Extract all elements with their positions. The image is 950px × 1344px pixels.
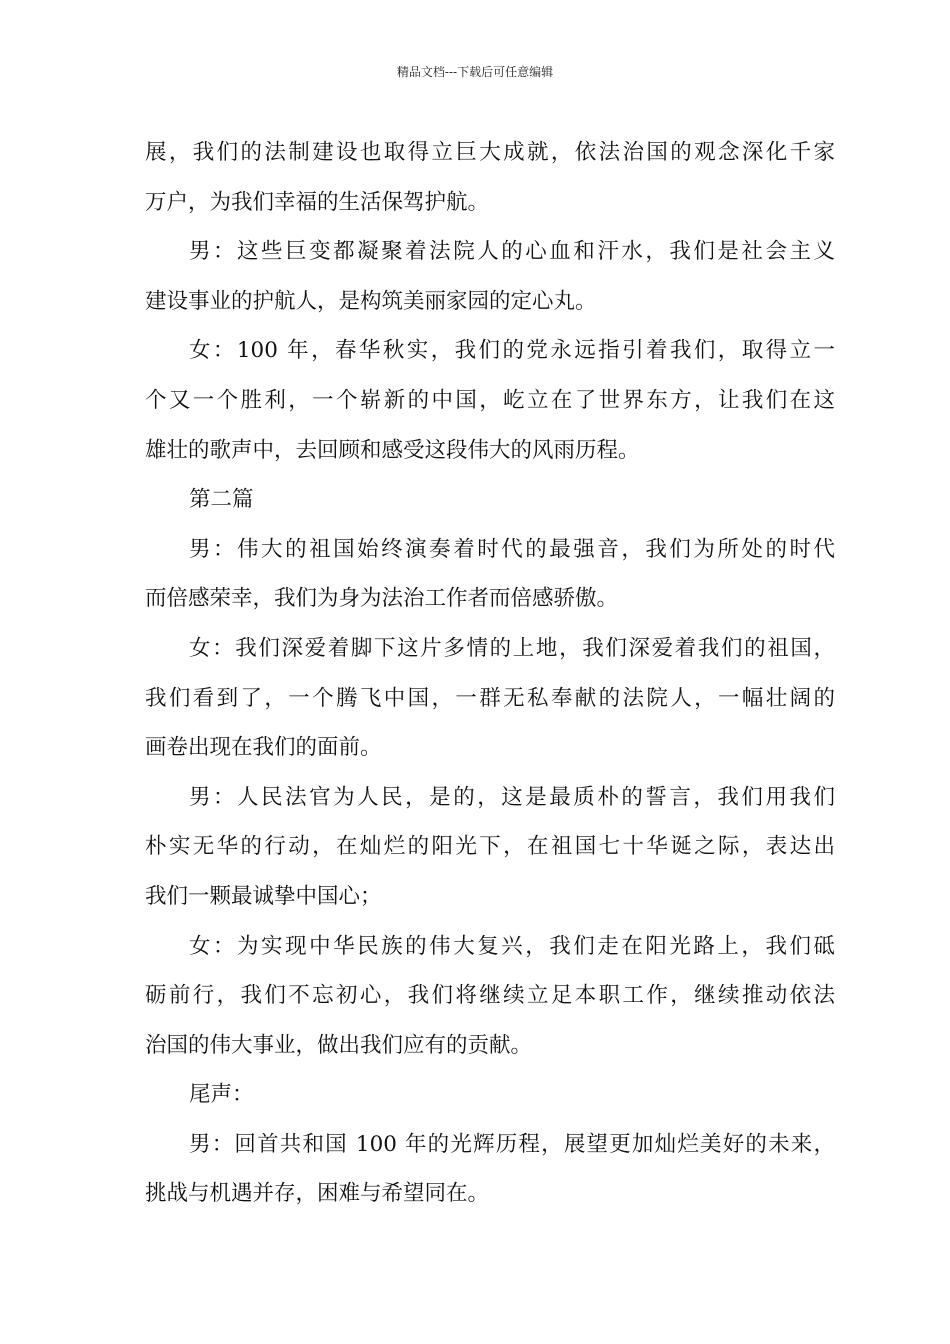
text-line: 展，我们的法制建设也取得立巨大成就，依法治国的观念深化千家	[145, 140, 835, 165]
text-line: 治国的伟大事业，做出我们应有的贡献。	[145, 1032, 533, 1058]
text-line: 男：人民法官为人民，是的，这是最质朴的誓言，我们用我们	[189, 784, 835, 810]
document-body	[145, 128, 835, 1219]
text-line: 女：100 年，春华秋实，我们的党永远指引着我们，取得立一	[189, 338, 835, 364]
text-line: 男：这些巨变都凝聚着法院人的心血和汗水，我们是社会主义	[189, 239, 835, 265]
text-line: 画卷出现在我们的面前。	[145, 735, 382, 761]
text-line: 男：伟大的祖国始终演奏着时代的最强音，我们为所处的时代	[189, 536, 835, 562]
text-line: 挑战与机遇并存，困难与希望同在。	[145, 1181, 490, 1207]
text-line: 建设事业的护航人，是构筑美丽家园的定心丸。	[145, 288, 597, 314]
text-line: 我们看到了，一个腾飞中国，一群无私奉献的法院人，一幅壮阔的	[145, 685, 835, 711]
text-line: 而倍感荣幸，我们为身为法治工作者而倍感骄傲。	[145, 586, 619, 612]
text-line: 万户，为我们幸福的生活保驾护航。	[145, 189, 490, 215]
text-line: 第二篇	[189, 487, 254, 513]
text-line: 个又一个胜利，一个崭新的中国，屹立在了世界东方，让我们在这	[145, 387, 835, 413]
text-line: 雄壮的歌声中，去回顾和感受这段伟大的风雨历程。	[145, 437, 640, 463]
text-line: 砺前行，我们不忘初心，我们将继续立足本职工作，继续推动依法	[145, 983, 835, 1009]
text-line: 男：回首共和国 100 年的光辉历程，展望更加灿烂美好的未来，	[189, 1131, 835, 1157]
text-line: 朴实无华的行动，在灿烂的阳光下，在祖国七十华诞之际，表达出	[145, 834, 835, 860]
text-line: 女：我们深爱着脚下这片多情的上地，我们深爱着我们的祖国，	[189, 635, 835, 661]
text-line: 尾声：	[189, 1082, 254, 1108]
page-header: 精品文档---下载后可任意编辑	[396, 65, 554, 79]
text-line: 女：为实现中华民族的伟大复兴，我们走在阳光路上，我们砥	[189, 933, 835, 959]
text-line: 我们一颗最诚挚中国心；	[145, 883, 382, 909]
